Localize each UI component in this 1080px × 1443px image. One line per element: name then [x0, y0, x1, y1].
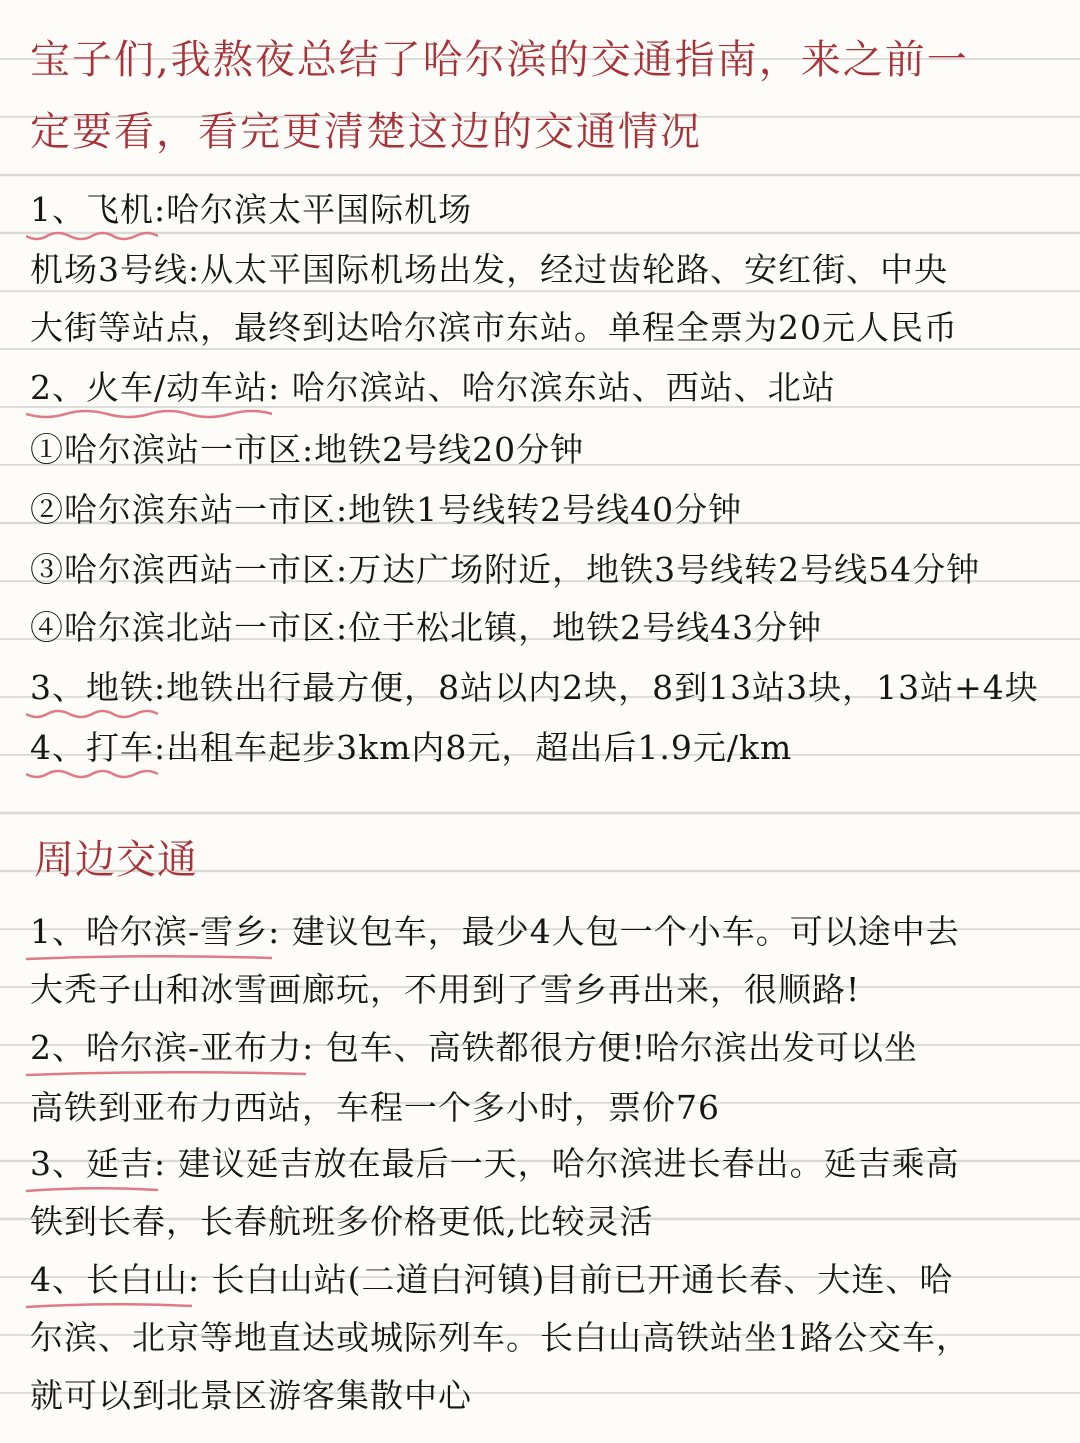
nearby-item-4-underline: [26, 1300, 192, 1312]
subway-underline: [26, 708, 158, 720]
nearby-item-3-underline: [26, 1184, 158, 1196]
train-stations-text: : 哈尔滨站、哈尔滨东站、西站、北站: [268, 368, 836, 407]
plane-detail-line-1: 机场3号线:从太平国际机场出发，经过齿轮路、安红街、中央: [30, 250, 949, 289]
nearby-item-2-text: : 包车、高铁都很方便!哈尔滨出发可以坐: [302, 1028, 919, 1067]
nearby-item-3-detail: 铁到长春，长春航班多价格更低,比较灵活: [30, 1202, 654, 1241]
plane-detail-line-2: 大街等站点，最终到达哈尔滨市东站。单程全票为20元人民币: [30, 308, 958, 347]
nearby-item-2-detail: 高铁到亚布力西站，车程一个多小时，票价76: [30, 1088, 720, 1127]
train-item-1: ①哈尔滨站一市区:地铁2号线20分钟: [30, 430, 585, 469]
plane-airport-text: :哈尔滨太平国际机场: [154, 190, 473, 229]
nearby-item-4: [30, 1258, 953, 1302]
nearby-item-1-detail: 大秃子山和冰雪画廊玩，不用到了雪乡再出来，很顺路!: [30, 970, 861, 1009]
nearby-item-2-underline: [26, 1068, 306, 1080]
nearby-item-1: [30, 910, 960, 954]
nearby-item-3-label-text: 3、延吉: [30, 1144, 154, 1183]
plane-label: [30, 188, 154, 232]
nearby-item-3-text: : 建议延吉放在最后一天，哈尔滨进长春出。延吉乘高: [154, 1144, 960, 1183]
taxi-label-text: 4、打车: [30, 728, 154, 767]
train-heading: [30, 366, 836, 410]
nearby-item-4-text: : 长白山站(二道白河镇)目前已开通长春、大连、哈: [188, 1260, 954, 1299]
nearby-item-1-underline: [26, 952, 272, 964]
plane-underline: [26, 230, 158, 242]
subway-label: [30, 666, 154, 710]
taxi-fare-text: :出租车起步3km内8元，超出后1.9元/km: [154, 728, 793, 767]
taxi-underline: [26, 768, 158, 780]
title-line-1: 宝子们,我熬夜总结了哈尔滨的交通指南，来之前一: [30, 37, 969, 83]
nearby-item-3-label: [30, 1142, 154, 1186]
nearby-item-3: [30, 1142, 960, 1186]
nearby-item-2: [30, 1026, 918, 1070]
nearby-item-2-label-text: 2、哈尔滨-亚布力: [30, 1028, 303, 1067]
subway-fare-text: :地铁出行最方便，8站以内2块，8到13站3块，13站+4块: [154, 668, 1039, 707]
subway-label-text: 3、地铁: [30, 668, 154, 707]
title-line-2: 定要看，看完更清楚这边的交通情况: [30, 109, 702, 155]
train-label-text: 2、火车/动车站: [30, 368, 269, 407]
nearby-item-1-label-text: 1、哈尔滨-雪乡: [30, 912, 269, 951]
subway-line: [30, 666, 1039, 710]
nearby-item-4-label: [30, 1258, 188, 1302]
nearby-item-1-text: : 建议包车，最少4人包一个小车。可以途中去: [268, 912, 960, 951]
train-label: [30, 366, 268, 410]
train-underline: [26, 408, 272, 420]
plane-heading: [30, 188, 472, 232]
nearby-section-heading: 周边交通: [34, 837, 198, 883]
nearby-item-4-detail-2: 就可以到北景区游客集散中心: [30, 1376, 472, 1415]
train-item-3: ③哈尔滨西站一市区:万达广场附近，地铁3号线转2号线54分钟: [30, 550, 981, 589]
train-item-4: ④哈尔滨北站一市区:位于松北镇，地铁2号线43分钟: [30, 608, 823, 647]
taxi-label: [30, 726, 154, 770]
nearby-item-4-detail-1: 尔滨、北京等地直达或城际列车。长白山高铁站坐1路公交车，: [30, 1318, 970, 1357]
taxi-line: [30, 726, 792, 770]
nearby-item-2-label: [30, 1026, 302, 1070]
train-item-2: ②哈尔滨东站一市区:地铁1号线转2号线40分钟: [30, 490, 743, 529]
nearby-item-1-label: [30, 910, 268, 954]
plane-label-text: 1、飞机: [30, 190, 154, 229]
nearby-item-4-label-text: 4、长白山: [30, 1260, 188, 1299]
